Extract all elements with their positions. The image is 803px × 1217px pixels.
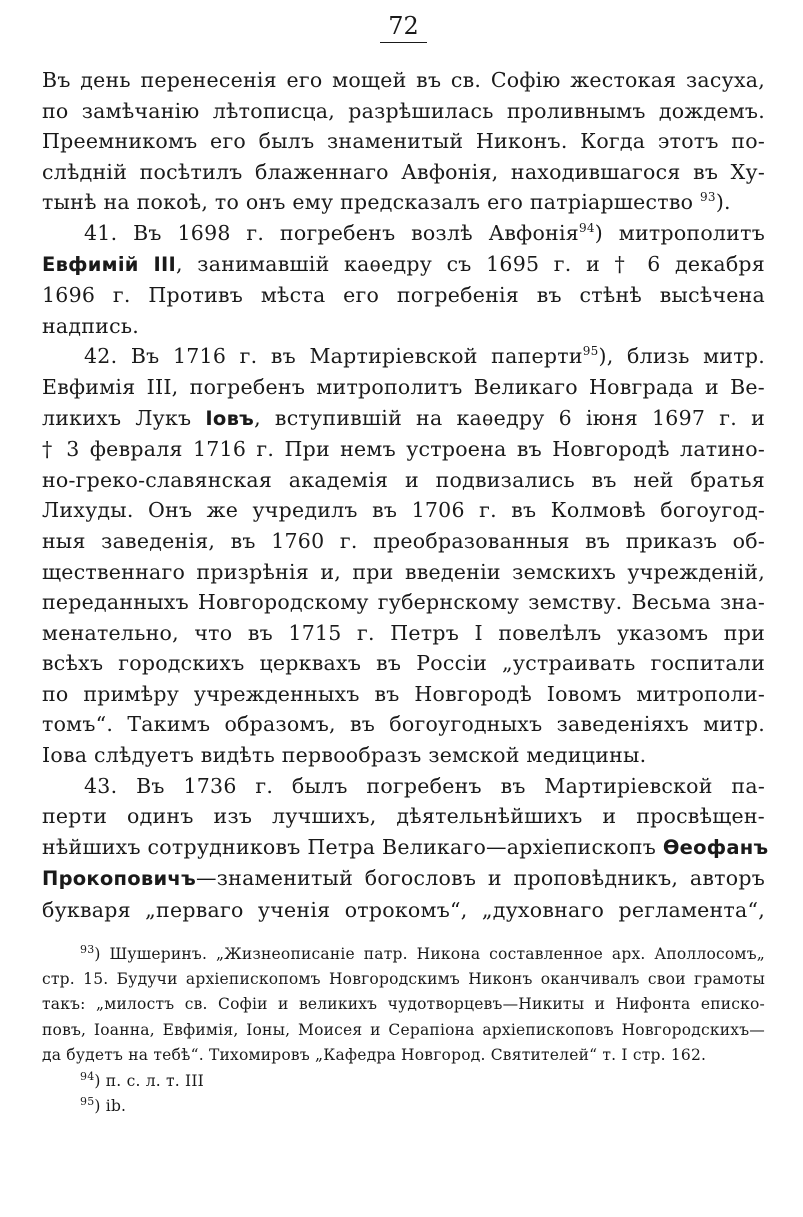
text-line: надпись. [42,313,139,338]
text-line [42,863,765,895]
page-number-text: 72 [380,14,427,43]
footnote-ref-95: 95 [582,344,599,359]
paragraph-43 [42,771,769,926]
footnote-text: ) Шушеринъ. „Жизнеописаніе патр. Никона составленное арх. Аполлосомъ„ [94,944,765,963]
text-line: всѣхъ городскихъ церквахъ въ Россіи „устраивать госпитали [42,651,765,676]
text-line [42,218,765,249]
bold-name: Іовъ [205,406,255,430]
footnote-mark: 95 [80,1094,95,1108]
text-line: 43. Въ 1736 г. былъ погребенъ въ Мартиріевской па- [84,773,765,798]
text-line: Лихуды. Онъ же учредилъ въ 1706 г. въ Колмовѣ богоугод- [42,498,765,523]
text-fragment: 42. Въ 1716 г. въ Мартиріевской паперти [84,344,583,369]
text-line [42,341,765,372]
bold-name: Прокоповичъ [42,867,196,891]
footnote-line: да будетъ на тебѣ“. Тихомировъ „Кафедра Новгород. Святителей“ т. I стр. 162. [42,1046,707,1065]
text-fragment: ) митрополитъ [594,220,765,245]
footnote-line: стр. 15. Будучи архіепископомъ Новгородскимъ Никонъ оканчивалъ свои грамоты [42,970,765,989]
footnote-ref-93: 93 [700,190,716,205]
footnotes [42,942,765,1120]
text-line [42,187,765,218]
text-line: щественнаго призрѣнія и, при введеніи земскихъ учрежденій, [42,559,765,584]
text-fragment: тынѣ на покоѣ, то онъ ему предсказалъ его патріаршество [42,190,694,215]
footnote-line: повъ, Іоанна, Евфимія, Іоны, Моисея и Серапіона архіепископовъ Новгородскихъ— [42,1020,765,1039]
text-fragment: ), близь митр. [598,344,765,369]
footnote-mark: 93 [80,942,95,956]
footnote-line: такъ: „милостъ св. Софіи и великихъ чудотворцевъ—Никиты и Нифонта еписко- [42,995,765,1014]
text-fragment: 41. Въ 1698 г. погребенъ возлѣ Авфонія [84,220,579,245]
footnote-93 [42,942,765,1069]
text-line [42,249,765,281]
footnote-line [42,1094,765,1119]
text-line: перти одинъ изъ лучшихъ, дѣятельнѣйшихъ и просвѣщен- [42,804,765,829]
footnote-94 [42,1069,765,1094]
text-line: менательно, что въ 1715 г. Петръ I повелѣлъ указомъ при [42,620,765,645]
text-line: слѣдній посѣтилъ блаженнаго Авфонія, находившагося въ Ху- [42,159,765,184]
footnote-text: ) ib. [94,1097,127,1116]
footnote-ref-94: 94 [578,221,595,236]
bold-name: Ѳеофанъ [662,835,769,859]
bold-name: Евфимій III [42,252,177,276]
text-line: ныя заведенія, въ 1760 г. преобразованныя въ приказъ об- [42,528,765,553]
text-fragment: ). [715,190,731,215]
footnote-line [42,1069,765,1094]
text-line: Преемникомъ его былъ знаменитый Никонъ. Когда этотъ по- [42,129,765,154]
paragraph-opening [42,65,765,218]
text-line: Въ день перенесенія его мощей въ св. Софію жестокая засуха, [42,68,765,92]
text-fragment: ликихъ Лукъ [42,405,206,430]
text-fragment: , занимавшій каѳедру съ 1695 г. и † 6 декабря [176,251,765,276]
text-line: † 3 февраля 1716 г. При немъ устроена въ Новгородѣ латино- [42,437,765,462]
text-line [42,832,769,864]
text-fragment: —знаменитый богословъ и проповѣдникъ, авторъ [195,866,765,891]
text-fragment: , вступившій на каѳедру 6 іюня 1697 г. и [254,405,765,430]
text-line: но-греко-славянская академія и подвизались въ ней братья [42,467,765,492]
text-line: Іова слѣдуетъ видѣть первообразъ земской медицины. [42,743,647,768]
text-fragment: нѣйшихъ сотрудниковъ Петра Великаго—архіепископъ [42,834,663,859]
text-line: томъ“. Такимъ образомъ, въ богоугодныхъ заведеніяхъ митр. [42,712,765,737]
main-text [42,65,769,926]
footnote-95 [42,1094,765,1119]
paragraph-41 [42,218,765,341]
paragraph-42 [42,341,765,770]
text-line: Евфимія III, погребенъ митрополитъ Великаго Новграда и Ве- [42,374,765,399]
footnote-text: ) п. с. л. т. III [94,1071,204,1090]
page-number [42,14,765,43]
footnote-line [42,942,765,967]
text-line: букваря „перваго ученія отрокомъ“, „духовнаго регламента“, [42,898,765,923]
text-line: по замѣчанію лѣтописца, разрѣшилась проливнымъ дождемъ. [42,98,765,123]
text-line [42,403,765,435]
footnote-mark: 94 [80,1069,95,1083]
text-line: 1696 г. Противъ мѣста его погребенія въ стѣнѣ высѣчена [42,283,765,308]
text-line: по примѣру учрежденныхъ въ Новгородѣ Іовомъ митрополи- [42,681,765,706]
text-line: переданныхъ Новгородскому губернскому земству. Весьма зна- [42,590,765,615]
